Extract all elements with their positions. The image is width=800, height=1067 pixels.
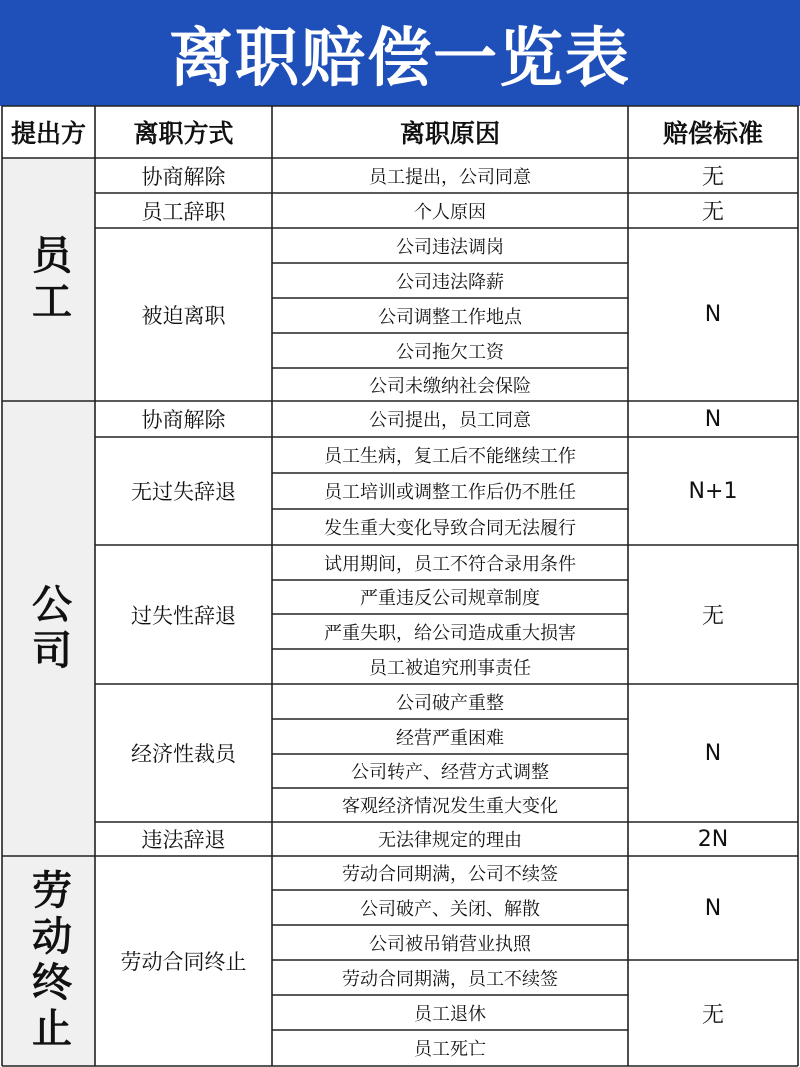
- mode-cell: 协商解除: [141, 408, 226, 432]
- compensation-cell: N: [704, 895, 722, 921]
- mode-cell: 过失性辞退: [131, 603, 236, 628]
- mode-cell: 无过失辞退: [131, 480, 236, 504]
- compensation-cell: 无: [701, 1002, 724, 1028]
- reason-cell: 员工被追究刑事责任: [369, 657, 531, 679]
- reason-cell: 严重违反公司规章制度: [360, 588, 540, 609]
- reason-cell: 公司违法调岗: [396, 236, 504, 258]
- table-title: 离职赔偿一览表: [0, 0, 800, 106]
- proposer-cell: 劳动终止: [25, 869, 72, 1053]
- mode-cell: 违法辞退: [141, 828, 226, 852]
- compensation-cell: 无: [701, 200, 724, 225]
- mode-cell: 协商解除: [141, 164, 226, 189]
- reason-cell: 员工生病，复工后不能继续工作: [324, 446, 576, 467]
- header-proposer: 提出方: [10, 119, 86, 148]
- header-compensation: 赔偿标准: [662, 119, 763, 148]
- reason-cell: 员工退休: [414, 1003, 486, 1025]
- reason-cell: 发生重大变化导致合同无法履行: [324, 518, 576, 539]
- proposer-cell: 员工: [25, 233, 72, 326]
- compensation-cell: N: [704, 302, 722, 327]
- reason-cell: 严重失职，给公司造成重大损害: [324, 622, 576, 644]
- reason-cell: 员工培训或调整工作后仍不胜任: [324, 482, 576, 503]
- reason-cell: 试用期间，员工不符合录用条件: [324, 553, 576, 575]
- compensation-cell: 无: [701, 165, 724, 190]
- reason-cell: 公司拖欠工资: [396, 341, 504, 363]
- compensation-cell: 2N: [697, 826, 729, 852]
- mode-cell: 员工辞职: [141, 199, 226, 224]
- reason-cell: 员工提出，公司同意: [369, 166, 531, 188]
- reason-cell: 客观经济情况发生重大变化: [342, 796, 558, 817]
- reason-cell: 公司违法降薪: [396, 271, 504, 293]
- header-mode: 离职方式: [133, 119, 234, 148]
- reason-cell: 公司调整工作地点: [378, 306, 522, 328]
- reason-cell: 劳动合同期满，员工不续签: [342, 968, 558, 990]
- reason-cell: 无法律规定的理由: [378, 830, 522, 851]
- reason-cell: 员工死亡: [414, 1039, 486, 1060]
- reason-cell: 公司破产重整: [396, 692, 504, 714]
- proposer-cell: 公司: [25, 582, 72, 675]
- compensation-cell: N: [704, 740, 722, 766]
- compensation-cell: N: [704, 406, 722, 432]
- reason-cell: 经营严重困难: [396, 727, 504, 749]
- reason-cell: 公司转产、经营方式调整: [351, 762, 549, 783]
- reason-cell: 公司破产、关闭、解散: [360, 898, 540, 920]
- reason-cell: 公司提出，员工同意: [369, 410, 531, 431]
- mode-cell: 被迫离职: [141, 303, 226, 328]
- header-reason: 离职原因: [399, 119, 500, 148]
- mode-cell: 劳动合同终止: [120, 950, 247, 974]
- compensation-cell: 无: [701, 604, 724, 629]
- mode-cell: 经济性裁员: [131, 742, 236, 766]
- compensation-cell: N+1: [688, 478, 738, 504]
- reason-cell: 公司被吊销营业执照: [369, 933, 531, 955]
- reason-cell: 劳动合同期满，公司不续签: [342, 864, 558, 885]
- reason-cell: 公司未缴纳社会保险: [369, 375, 531, 397]
- reason-cell: 个人原因: [414, 201, 486, 223]
